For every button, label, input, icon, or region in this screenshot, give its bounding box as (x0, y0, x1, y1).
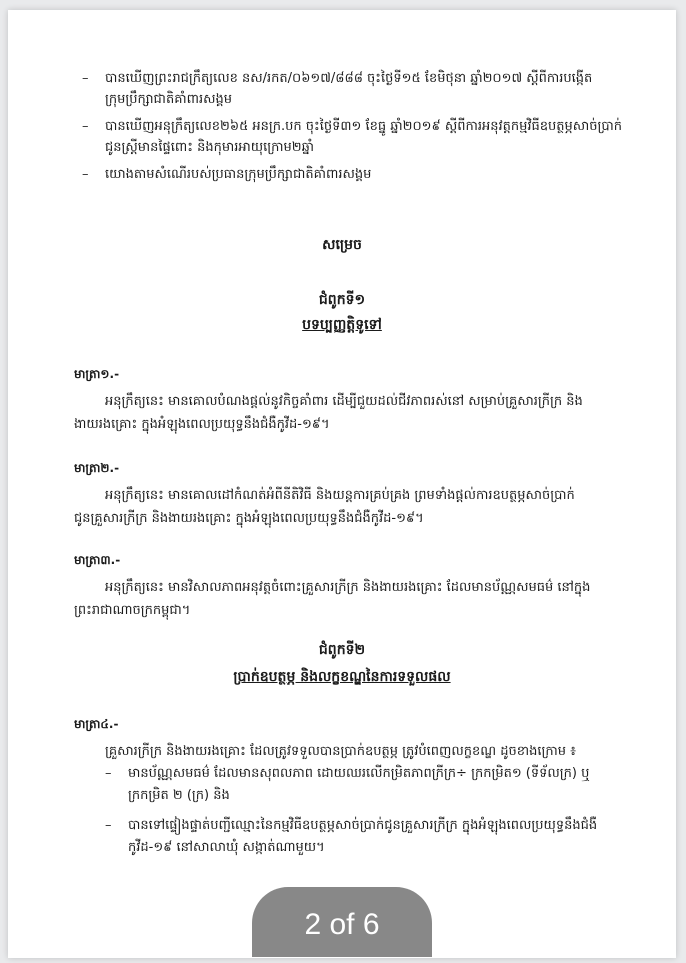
bullet-dash: – (105, 818, 112, 833)
article-2-line-1: អនុក្រឹត្យនេះ មានគោលដៅកំណត់អំពីនីតិវិធី និងយន្តការគ្រប់គ្រង ព្រមទាំងផ្តល់ការឧបត្ថម្ភសាច់ប្រាក់ (105, 488, 575, 503)
chapter-1-title: ជំពូកទី១ (318, 292, 366, 308)
chapter-1-subtitle: បទប្បញ្ញត្តិទូទៅ (302, 317, 382, 333)
article-2-line-2: ជូនគ្រួសារក្រីក្រ និងងាយរងគ្រោះ ក្នុងអំឡុងពេលប្រយុទ្ធនឹងជំងឺកូវីដ-១៩។ (74, 511, 424, 526)
article-4-item-2-line-1: បានទៅផ្ទៀងផ្ទាត់បញ្ជីឈ្មោះនៃកម្មវិធីឧបត្ថម្ភសាច់ប្រាក់ជូនគ្រួសារក្រីក្រ ក្នុងអំឡុងពេលប្រយុទ្ធនឹងជំងឺ (128, 818, 598, 833)
article-3-title: មាត្រា៣.- (74, 553, 121, 567)
bullet-2-line-1: បានឃើញអនុក្រឹត្យលេខ២៦៥ អនក្រ.បក ចុះថ្ងៃទី៣១ ខែធ្នូ ឆ្នាំ២០១៩ ស្តីពីការអនុវត្តកម្មវិធីឧបត្ថម្ភសាច់ប្រាក់ (105, 119, 622, 134)
page-indicator: 2 of 6 (252, 887, 432, 957)
bullet-1-line-1: បានឃើញព្រះរាជក្រឹត្យលេខ នស/រកត/០៦១៧/៨៨៨ ចុះថ្ងៃទី១៥ ខែមិថុនា ឆ្នាំ២០១៧ ស្តីពីការបង្កើត (105, 71, 593, 86)
article-2-title: មាត្រា២.- (74, 461, 120, 475)
bullet-dash: – (82, 71, 89, 86)
article-3-line-2: ព្រះរាជាណាចក្រកម្ពុជា។ (74, 603, 191, 618)
bullet-dash: – (82, 119, 89, 134)
bullet-3-line-1: យោងតាមសំណើរបស់ប្រធានក្រុមប្រឹក្សាជាតិគាំពារសង្គម (105, 167, 372, 182)
article-4-item-2-line-2: កូវីដ-១៩ នៅសាលាឃុំ សង្កាត់ណាមួយ។ (128, 840, 325, 855)
decision-heading: សម្រេច (322, 237, 362, 253)
article-1-title: មាត្រា១.- (74, 367, 120, 381)
article-3-line-1: អនុក្រឹត្យនេះ មានវិសាលភាពអនុវត្តចំពោះគ្រួសារក្រីក្រ និងងាយរងគ្រោះ ដែលមានប័ណ្ណសមធម៌ នៅក្នុង (105, 580, 591, 595)
chapter-2-title: ជំពូកទី២ (318, 642, 366, 658)
article-4-item-1-line-1: មានប័ណ្ណសមធម៌ ដែលមានសុពលភាព ដោយឈរលើកម្រិតភាពក្រីក្រ÷ ក្រកម្រិត១ (ទីទ័លក្រ) ឬ (128, 766, 590, 781)
article-4-item-1-line-2: ក្រកម្រិត ២ (ក្រ) និង (128, 788, 230, 803)
article-1-line-2: ងាយរងគ្រោះ ក្នុងអំឡុងពេលប្រយុទ្ធនឹងជំងឺកូវីដ-១៩។ (74, 417, 330, 432)
bullet-1-line-2: ក្រុមប្រឹក្សាជាតិគាំពារសង្គម (105, 92, 232, 107)
article-1-line-1: អនុក្រឹត្យនេះ មានគោលបំណងផ្តល់នូវកិច្ចគាំពារ ដើម្បីជួយដល់ជីវភាពរស់នៅ សម្រាប់គ្រួសារក្រីក្រ និង (105, 394, 583, 409)
bullet-2-line-2: ជូនស្ត្រីមានផ្ទៃពោះ និងកុមារអាយុក្រោម២ឆ្នាំ (105, 140, 314, 155)
article-4-title: មាត្រា៤.- (74, 717, 119, 731)
bullet-dash: – (105, 766, 112, 781)
bullet-dash: – (82, 167, 89, 182)
document-page (8, 10, 676, 958)
chapter-2-subtitle: ប្រាក់ឧបត្ថម្ភ និងលក្ខខណ្ឌនៃការទទួលផល (233, 669, 451, 685)
article-4-intro: គ្រួសារក្រីក្រ និងងាយរងគ្រោះ ដែលត្រូវទទួលបានប្រាក់ឧបត្ថម្ភ ត្រូវបំពេញលក្ខខណ្ឌ ដូចខាងក្រោម ៖ (105, 744, 576, 759)
